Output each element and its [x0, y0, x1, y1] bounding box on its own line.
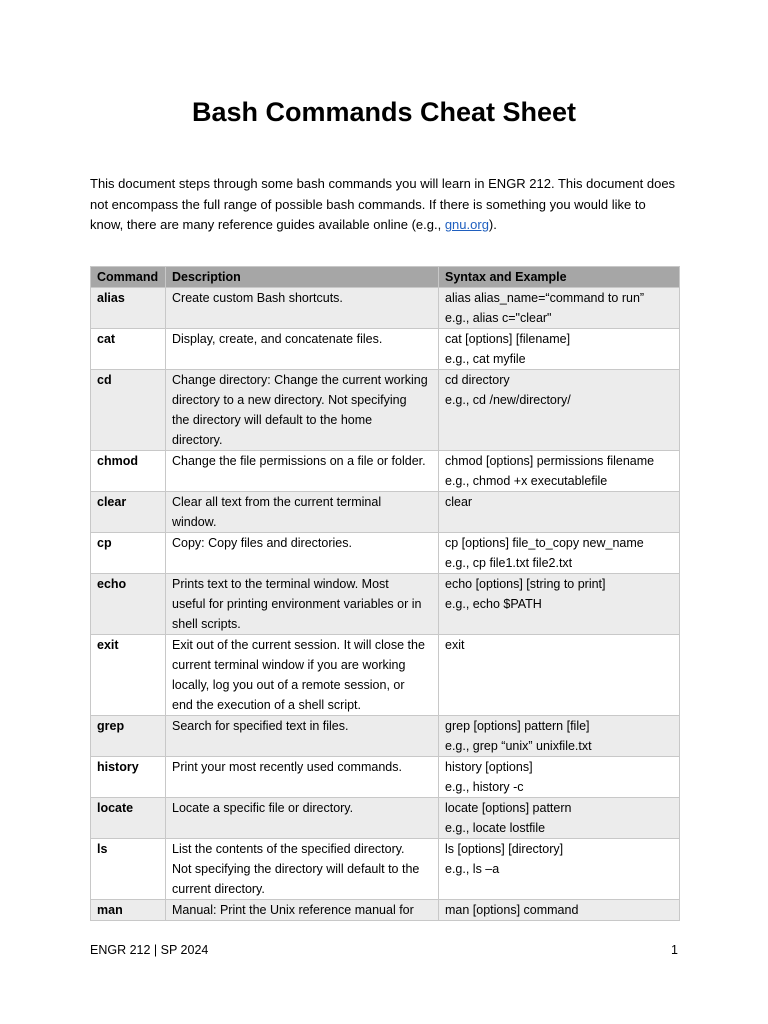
- table-row: [91, 798, 680, 839]
- description-line: Prints text to the terminal window. Most: [172, 577, 389, 591]
- syntax-line: e.g., alias c="clear": [445, 311, 552, 325]
- command-cell: cp: [91, 533, 166, 574]
- syntax-line: cd directory: [445, 373, 510, 387]
- description-line: window.: [172, 515, 217, 529]
- command-cell: grep: [91, 716, 166, 757]
- description-line: Change directory: Change the current working: [172, 373, 428, 387]
- syntax-line: man [options] command: [445, 903, 579, 917]
- command-cell: clear: [91, 492, 166, 533]
- syntax-line: e.g., grep “unix” unixfile.txt: [445, 739, 592, 753]
- command-cell: history: [91, 757, 166, 798]
- description-cell: [166, 288, 439, 329]
- command-cell: locate: [91, 798, 166, 839]
- command-cell: echo: [91, 574, 166, 635]
- syntax-line: locate [options] pattern: [445, 801, 572, 815]
- syntax-line: e.g., locate lostfile: [445, 821, 546, 835]
- command-cell: man: [91, 900, 166, 921]
- description-line: current directory.: [172, 882, 265, 896]
- intro-paragraph: [90, 174, 680, 236]
- description-line: shell scripts.: [172, 617, 241, 631]
- description-line: useful for printing environment variables or in: [172, 597, 422, 611]
- description-cell: [166, 451, 439, 492]
- header-syntax: Syntax and Example: [439, 267, 680, 288]
- table-row: [91, 451, 680, 492]
- description-line: List the contents of the specified directory.: [172, 842, 405, 856]
- syntax-line: clear: [445, 495, 473, 509]
- header-description: Description: [166, 267, 439, 288]
- commands-table: [90, 266, 680, 921]
- table-row: [91, 839, 680, 900]
- command-cell: alias: [91, 288, 166, 329]
- syntax-cell: [439, 716, 680, 757]
- description-line: Print your most recently used commands.: [172, 760, 402, 774]
- description-line: end the execution of a shell script.: [172, 698, 362, 712]
- syntax-line: cat [options] [filename]: [445, 332, 571, 346]
- table-row: [91, 329, 680, 370]
- table-row: [91, 716, 680, 757]
- description-line: Display, create, and concatenate files.: [172, 332, 383, 346]
- description-line: Copy: Copy files and directories.: [172, 536, 352, 550]
- description-line: Clear all text from the current terminal: [172, 495, 382, 509]
- syntax-line: e.g., cp file1.txt file2.txt: [445, 556, 573, 570]
- syntax-line: cp [options] file_to_copy new_name: [445, 536, 644, 550]
- page-title: Bash Commands Cheat Sheet: [191, 97, 577, 127]
- command-cell: chmod: [91, 451, 166, 492]
- description-cell: [166, 716, 439, 757]
- description-line: Not specifying the directory will default to the: [172, 862, 420, 876]
- description-cell: [166, 329, 439, 370]
- syntax-line: history [options]: [445, 760, 533, 774]
- description-line: Change the file permissions on a file or folder.: [172, 454, 426, 468]
- table-row: [91, 900, 680, 921]
- syntax-line: e.g., cat myfile: [445, 352, 526, 366]
- syntax-line: e.g., history -c: [445, 780, 524, 794]
- syntax-cell: [439, 757, 680, 798]
- syntax-line: alias alias_name=“command to run”: [445, 291, 645, 305]
- footer-course: ENGR 212 | SP 2024: [90, 943, 209, 957]
- description-line: the directory will default to the home: [172, 413, 373, 427]
- header-command: Command: [91, 267, 166, 288]
- syntax-line: exit: [445, 638, 465, 652]
- syntax-cell: [439, 900, 680, 921]
- description-cell: [166, 839, 439, 900]
- syntax-line: echo [options] [string to print]: [445, 577, 606, 591]
- command-cell: ls: [91, 839, 166, 900]
- table-header-row: [91, 267, 680, 288]
- syntax-line: chmod [options] permissions filename: [445, 454, 655, 468]
- footer-page-number: 1: [671, 943, 678, 957]
- description-cell: [166, 635, 439, 716]
- table-row: [91, 370, 680, 451]
- syntax-line: e.g., chmod +x executablefile: [445, 474, 608, 488]
- gnu-org-link[interactable]: gnu.org: [444, 217, 489, 232]
- description-line: directory to a new directory. Not specifying: [172, 393, 407, 407]
- command-cell: cd: [91, 370, 166, 451]
- description-line: locally, log you out of a remote session, or: [172, 678, 405, 692]
- description-line: Search for specified text in files.: [172, 719, 349, 733]
- description-line: current terminal window if you are working: [172, 658, 406, 672]
- description-cell: [166, 574, 439, 635]
- syntax-cell: [439, 574, 680, 635]
- description-cell: [166, 798, 439, 839]
- syntax-cell: [439, 635, 680, 716]
- command-cell: cat: [91, 329, 166, 370]
- syntax-cell: [439, 329, 680, 370]
- syntax-cell: [439, 370, 680, 451]
- table-row: [91, 288, 680, 329]
- syntax-cell: [439, 288, 680, 329]
- syntax-cell: [439, 492, 680, 533]
- syntax-cell: [439, 839, 680, 900]
- description-cell: [166, 533, 439, 574]
- description-cell: [166, 757, 439, 798]
- syntax-line: e.g., ls –a: [445, 862, 500, 876]
- syntax-line: grep [options] pattern [file]: [445, 719, 590, 733]
- description-line: Manual: Print the Unix reference manual for: [172, 903, 414, 917]
- syntax-line: e.g., echo $PATH: [445, 597, 542, 611]
- table-body: [91, 288, 680, 921]
- description-line: Exit out of the current session. It will close the: [172, 638, 425, 652]
- syntax-line: ls [options] [directory]: [445, 842, 564, 856]
- command-cell: exit: [91, 635, 166, 716]
- table-row: [91, 574, 680, 635]
- table-row: [91, 635, 680, 716]
- syntax-cell: [439, 533, 680, 574]
- table-row: [91, 492, 680, 533]
- syntax-cell: [439, 451, 680, 492]
- description-line: directory.: [172, 433, 223, 447]
- description-line: Locate a specific file or directory.: [172, 801, 354, 815]
- description-cell: [166, 370, 439, 451]
- intro-text-end: ).: [488, 217, 497, 232]
- description-cell: [166, 492, 439, 533]
- syntax-line: e.g., cd /new/directory/: [445, 393, 571, 407]
- description-cell: [166, 900, 439, 921]
- table-row: [91, 533, 680, 574]
- table-row: [91, 757, 680, 798]
- syntax-cell: [439, 798, 680, 839]
- description-line: Create custom Bash shortcuts.: [172, 291, 343, 305]
- intro-text: This document steps through some bash commands you will learn in ENGR 212. This document does not encompass the full range of possible bash commands. If there is something you would like to know, there are many reference guides available online (e.g.,: [90, 176, 676, 232]
